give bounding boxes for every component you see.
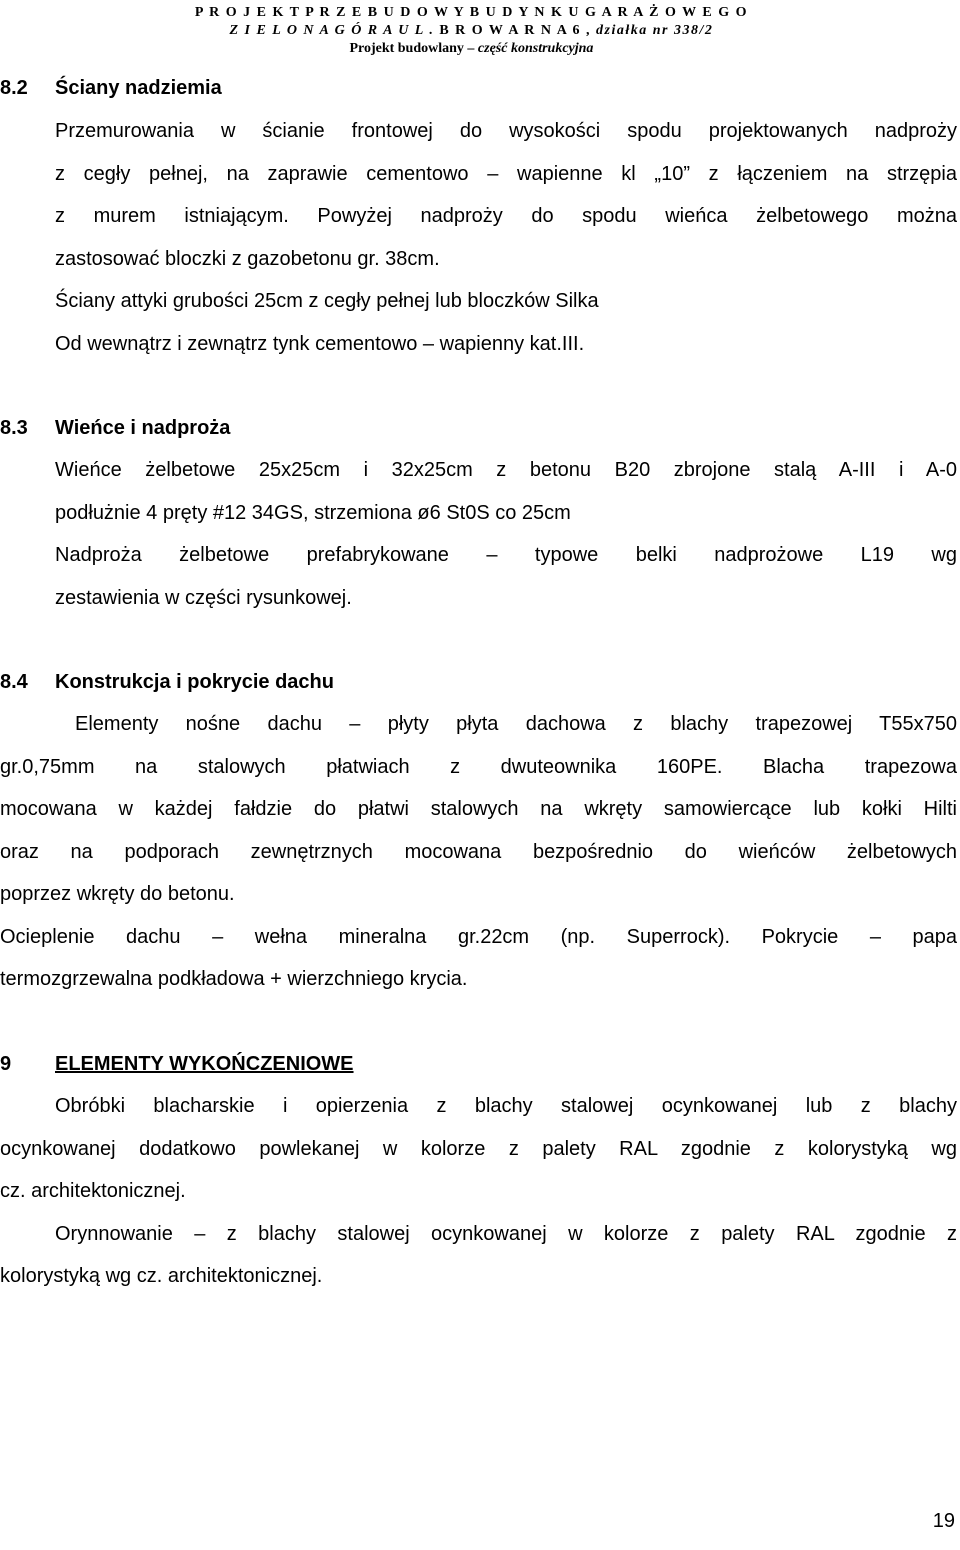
section-heading-8-2 (0, 74, 222, 102)
text-line: Elementy nośne dachu – płyty płyta dachowa z blachy trapezowej T55x750 (75, 713, 957, 735)
header-document-type (195, 40, 748, 58)
text-line: Nadproża żelbetowe prefabrykowane – typowe belki nadprożowe L19 wg (55, 544, 957, 566)
header-project-title: P R O J E K T P R Z E B U D O W Y B U D Y N K U G A R A Ż O W E G O (194, 5, 748, 20)
text-line: kolorystyką wg cz. architektonicznej. (0, 1265, 323, 1287)
text-line: zestawienia w części rysunkowej. (55, 586, 352, 609)
header-doc-type-b: część konstrukcyjna (477, 41, 594, 56)
section-heading-8-3 (0, 414, 230, 442)
text-line: termozgrzewalna podkładowa + wierzchniego krycia. (0, 968, 468, 990)
document-header (195, 4, 748, 58)
text-line: cz. architektonicznej. (0, 1180, 186, 1202)
text-line: Obróbki blacharskie i opierzenia z blachy stalowej ocynkowanej lub z blachy (55, 1095, 957, 1117)
section-number: 8.4 (0, 671, 28, 693)
text-line: Od wewnątrz i zewnątrz tynk cementowo – wapienny kat.III. (55, 332, 585, 355)
section-heading-8-4 (0, 668, 334, 696)
section-8-4-text (0, 703, 957, 1001)
text-line: gr.0,75mm na stalowych płatwiach z dwuteownika 160PE. Blacha trapezowa (0, 755, 957, 778)
text-line: Ściany attyki grubości 25cm z cegły pełnej lub bloczków Silka (55, 290, 599, 312)
section-9-text (0, 1085, 957, 1298)
text-line: oraz na podporach zewnętrznych mocowana bezpośrednio do wieńców żelbetowych (0, 840, 957, 863)
section-number: 8.3 (0, 417, 28, 439)
text-line: podłużnie 4 pręty #12 34GS, strzemiona ø6 St0S co 25cm (55, 501, 571, 524)
text-line: Przemurowania w ścianie frontowej do wysokości spodu projektowanych nadproży (55, 120, 957, 142)
page-number: 19 (932, 1510, 955, 1532)
section-title: Ściany nadziemia (55, 77, 222, 99)
text-line: zastosować bloczki z gazobetonu gr. 38cm. (55, 247, 440, 270)
header-doc-type-a: Projekt budowlany – (349, 41, 478, 56)
section-title: Wieńce i nadproża (55, 417, 231, 439)
header-street: B R O W A R N A 6 , (434, 23, 592, 38)
text-line: z cegły pełnej, na zaprawie cementowo – wapienne kl „10” z łączeniem na strzępia (55, 162, 957, 185)
section-number: 9 (0, 1053, 12, 1075)
text-line: Orynnowanie – z blachy stalowej ocynkowanej w kolorze z palety RAL zgodnie z (55, 1222, 957, 1245)
section-number: 8.2 (0, 77, 28, 99)
text-line: Ocieplenie dachu – wełna mineralna gr.22cm (np. Superrock). Pokrycie – papa (0, 925, 957, 948)
text-line: poprzez wkręty do betonu. (0, 883, 235, 905)
section-8-2-text (55, 110, 957, 365)
section-8-3-text (55, 449, 957, 619)
header-plot: działka nr 338/2 (591, 23, 714, 38)
text-line: Wieńce żelbetowe 25x25cm i 32x25cm z betonu B20 zbrojone stalą A-III i A-0 (55, 459, 957, 481)
text-line: ocynkowanej dodatkowo powlekanej w kolorze z palety RAL zgodnie z kolorystyką wg (0, 1137, 957, 1160)
header-address (195, 22, 748, 40)
section-title: ELEMENTY WYKOŃCZENIOWE (55, 1053, 354, 1075)
section-title: Konstrukcja i pokrycie dachu (55, 671, 334, 693)
text-line: z murem istniającym. Powyżej nadproży do spodu wieńca żelbetowego można (55, 205, 957, 227)
text-line: mocowana w każdej fałdzie do płatwi stalowych na wkręty samowiercące lub kołki Hilti (0, 798, 957, 820)
section-heading-9 (0, 1050, 354, 1078)
header-city: Z I E L O N A G Ó R A U L . (229, 23, 435, 38)
